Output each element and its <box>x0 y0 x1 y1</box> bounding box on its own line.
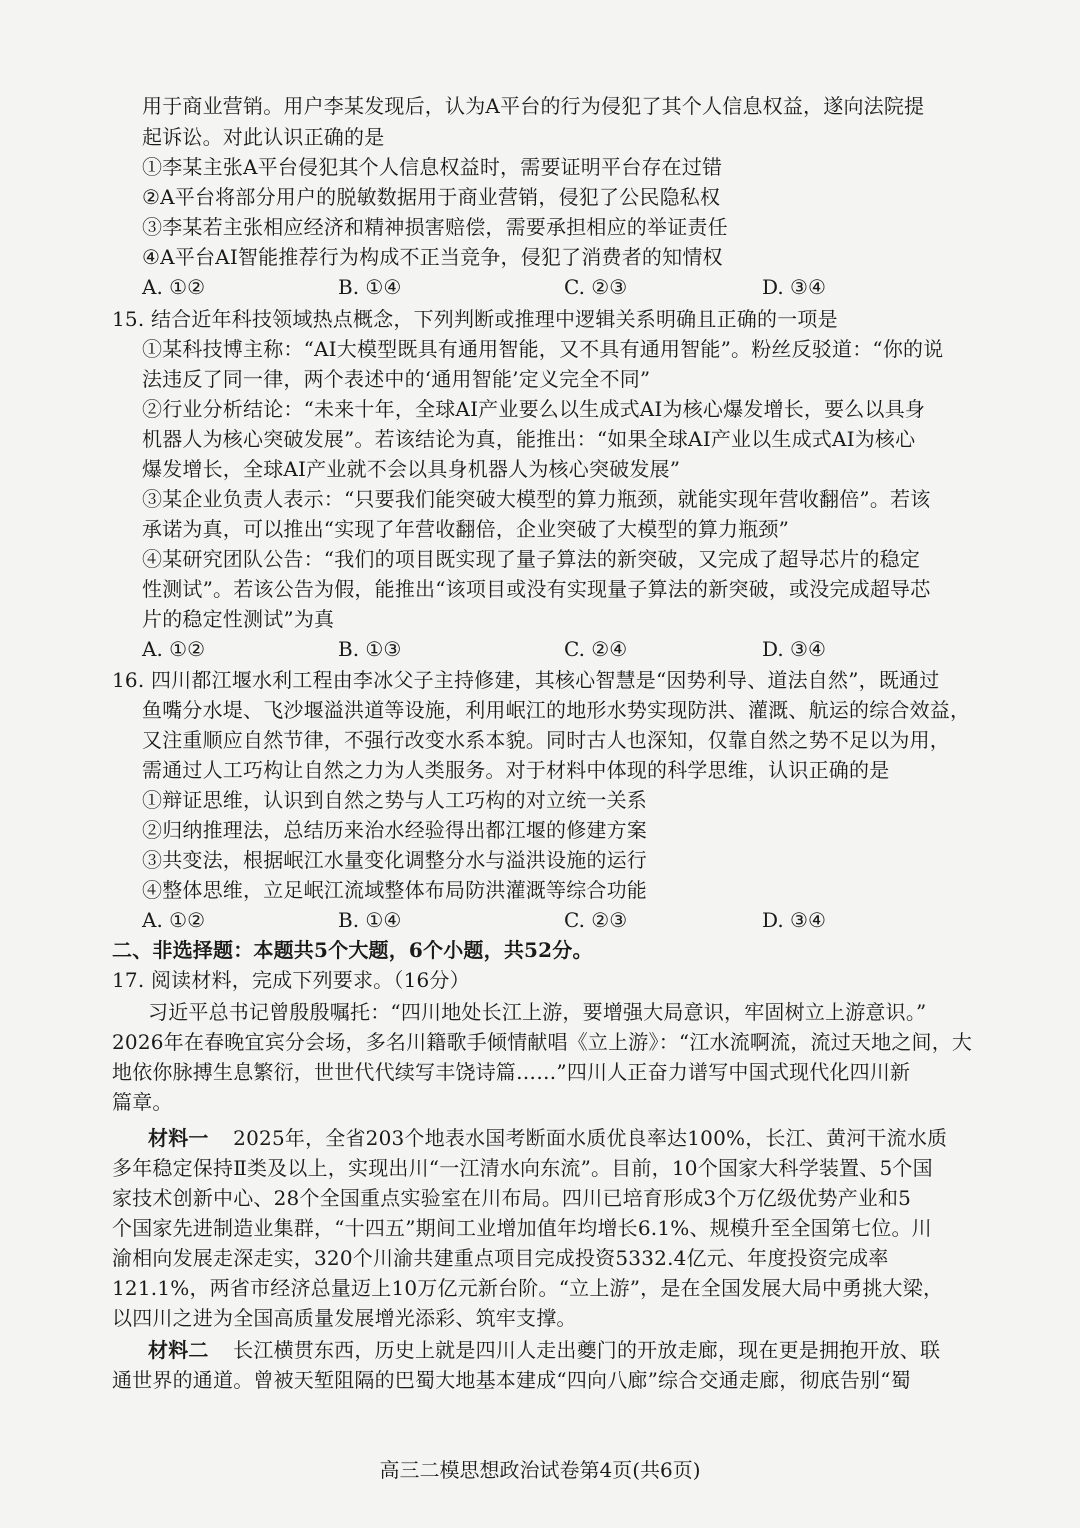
material-1-line <box>148 1124 947 1152</box>
material-2-text: 长江横贯东西，历史上就是四川人走出夔门的开放走廊，现在更是拥抱开放、联 <box>233 1338 941 1362</box>
q14-text-line: 起诉讼。对此认识正确的是 <box>142 125 385 149</box>
q16-options <box>142 906 862 934</box>
option-a: A. ①② <box>142 908 206 932</box>
material-2-label: 材料二 <box>148 1338 209 1362</box>
q15-text-line: 承诺为真，可以推出“实现了年营收翻倍，企业突破了大模型的算力瓶颈” <box>142 517 790 541</box>
material-1-line: 121.1%，两省市经济总量迈上10万亿元新台阶。“立上游”，是在全国发展大局中勇挑大梁， <box>112 1276 944 1300</box>
q16-statement: ③共变法，根据岷江水量变化调整分水与溢洪设施的运行 <box>142 848 647 872</box>
q14-statement: ③李某若主张相应经济和精神损害赔偿，需要承担相应的举证责任 <box>142 215 728 239</box>
q15-text-line: ②行业分析结论：“未来十年，全球AI产业要么以生成式AI为核心爆发增长，要么以具身 <box>142 397 926 421</box>
q16-text-line: 又注重顺应自然节律，不强行改变水系本貌。同时古人也深知，仅靠自然之势不足以为用， <box>142 728 950 752</box>
q15-options <box>142 635 862 663</box>
q16-statement: ②归纳推理法，总结历来治水经验得出都江堰的修建方案 <box>142 818 647 842</box>
q16-stem: 16. 四川都江堰水利工程由李冰父子主持修建，其核心智慧是“因势利导、道法自然”，既通过 <box>112 668 940 692</box>
q15-text-line: ④某研究团队公告：“我们的项目既实现了量子算法的新突破，又完成了超导芯片的稳定 <box>142 547 921 571</box>
material-1-line: 多年稳定保持Ⅱ类及以上，实现出川“一江清水向东流”。目前，10个国家大科学装置、5个国 <box>112 1156 933 1180</box>
material-1-text: 2025年，全省203个地表水国考断面水质优良率达100%，长江、黄河干流水质 <box>233 1126 948 1150</box>
q15-text-line: 片的稳定性测试”为真 <box>142 607 335 631</box>
q14-statement: ①李某主张A平台侵犯其个人信息权益时，需要证明平台存在过错 <box>142 155 723 179</box>
option-c: C. ②③ <box>564 275 628 299</box>
option-d: D. ③④ <box>762 908 826 932</box>
material-1-line: 渝相向发展走深走实，320个川渝共建重点项目完成投资5332.4亿元、年度投资完成率 <box>112 1246 889 1270</box>
q15-stem: 15. 结合近年科技领域热点概念，下列判断或推理中逻辑关系明确且正确的一项是 <box>112 307 838 331</box>
material-1-line: 个国家先进制造业集群，“十四五”期间工业增加值年均增长6.1%、规模升至全国第七位。川 <box>112 1216 932 1240</box>
material-1-line: 家技术创新中心、28个全国重点实验室在川布局。四川已培育形成3个万亿级优势产业和5 <box>112 1186 912 1210</box>
q15-text-line: 法违反了同一律，两个表述中的‘通用智能’定义完全不同” <box>142 367 651 391</box>
option-a: A. ①② <box>142 275 206 299</box>
q16-text-line: 鱼嘴分水堤、飞沙堰溢洪道等设施，利用岷江的地形水势实现防洪、灌溉、航运的综合效益， <box>142 698 971 722</box>
q17-stem: 17. 阅读材料，完成下列要求。（16分） <box>112 968 470 992</box>
q17-paragraph-line: 习近平总书记曾殷殷嘱托：“四川地处长江上游，要增强大局意识，牢固树立上游意识。” <box>148 1000 927 1024</box>
q15-text-line: 爆发增长，全球AI产业就不会以具身机器人为核心突破发展” <box>142 457 681 481</box>
option-d: D. ③④ <box>762 637 826 661</box>
q17-paragraph-line: 地依你脉搏生息繁衍，世世代代续写丰饶诗篇……”四川人正奋力谱写中国式现代化四川新 <box>112 1060 911 1084</box>
section-heading: 二、非选择题：本题共5个大题，6个小题，共52分。 <box>112 938 593 962</box>
q14-statement: ④A平台AI智能推荐行为构成不正当竞争，侵犯了消费者的知情权 <box>142 245 723 269</box>
material-1-label: 材料一 <box>148 1126 209 1150</box>
material-1-line: 以四川之进为全国高质量发展增光添彩、筑牢支撑。 <box>112 1306 577 1330</box>
option-b: B. ①④ <box>338 275 402 299</box>
material-2-line: 通世界的通道。曾被天堑阻隔的巴蜀大地基本建成“四向八廊”综合交通走廊，彻底告别“蜀 <box>112 1368 911 1392</box>
page-footer: 高三二模思想政治试卷第4页(共6页) <box>379 1458 701 1482</box>
q17-paragraph-line: 2026年在春晚宜宾分会场，多名川籍歌手倾情献唱《立上游》：“江水流啊流，流过天地之间，大 <box>112 1030 973 1054</box>
option-a: A. ①② <box>142 637 206 661</box>
option-b: B. ①③ <box>338 637 402 661</box>
q14-text-line: 用于商业营销。用户李某发现后，认为A平台的行为侵犯了其个人信息权益，遂向法院提 <box>142 94 925 118</box>
option-d: D. ③④ <box>762 275 826 299</box>
material-2-line <box>148 1336 940 1364</box>
option-c: C. ②④ <box>564 637 628 661</box>
q15-text-line: ③某企业负责人表示：“只要我们能突破大模型的算力瓶颈，就能实现年营收翻倍”。若该 <box>142 487 931 511</box>
option-c: C. ②③ <box>564 908 628 932</box>
q14-statement: ②A平台将部分用户的脱敏数据用于商业营销，侵犯了公民隐私权 <box>142 185 721 209</box>
option-b: B. ①④ <box>338 908 402 932</box>
q16-statement: ④整体思维，立足岷江流域整体布局防洪灌溉等综合功能 <box>142 878 647 902</box>
q15-text-line: 机器人为核心突破发展”。若该结论为真，能推出：“如果全球AI产业以生成式AI为核心 <box>142 427 916 451</box>
q17-paragraph-line: 篇章。 <box>112 1090 173 1114</box>
q16-text-line: 需通过人工巧构让自然之力为人类服务。对于材料中体现的科学思维，认识正确的是 <box>142 758 890 782</box>
q15-text-line: 性测试”。若该公告为假，能推出“该项目或没有实现量子算法的新突破，或没完成超导芯 <box>142 577 931 601</box>
q14-options <box>142 273 862 301</box>
q16-statement: ①辩证思维，认识到自然之势与人工巧构的对立统一关系 <box>142 788 647 812</box>
q15-text-line: ①某科技博主称：“AI大模型既具有通用智能，又不具有通用智能”。粉丝反驳道：“你的说 <box>142 337 944 361</box>
